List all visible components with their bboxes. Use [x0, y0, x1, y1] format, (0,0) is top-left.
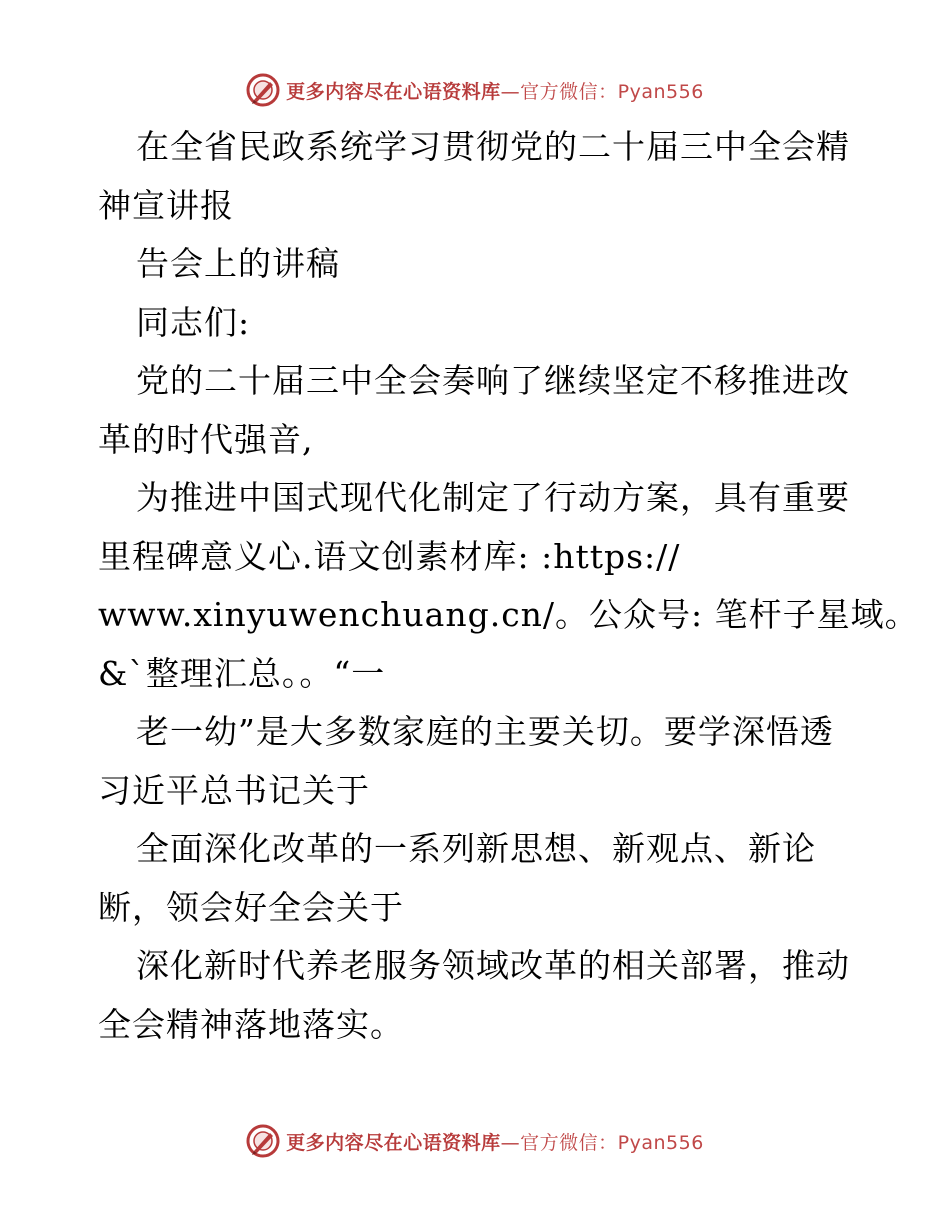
- text-line: 断，领会好全会关于: [98, 887, 404, 927]
- salutation: 同志们:: [136, 302, 251, 342]
- text-line: 全会精神落地落实。: [98, 1004, 404, 1044]
- pen-logo-icon: [246, 1124, 280, 1158]
- text-line: 党的二十届三中全会奏响了继续坚定不移推进改: [136, 361, 850, 400]
- banner-dash: —: [500, 80, 521, 103]
- text-line: 习近平总书记关于: [98, 770, 370, 810]
- document-body: [98, 118, 919, 1054]
- text-line: 深化新时代养老服务领域改革的相关部署，推动: [136, 946, 850, 985]
- text-line: 告会上的讲稿: [136, 244, 340, 283]
- pen-logo-icon: [246, 73, 280, 107]
- banner-content: [246, 73, 704, 107]
- banner-text: [286, 77, 704, 104]
- text-line: 老一幼”是大多数家庭的主要关切。要学深悟透: [136, 712, 834, 751]
- text-line: 革的时代强音,: [98, 419, 314, 459]
- text-line: 全面深化改革的一系列新思想、新观点、新论: [136, 829, 816, 868]
- text-line: 为推进中国式现代化制定了行动方案，具有重要: [136, 478, 850, 517]
- footer-banner: [0, 1121, 950, 1161]
- banner-title: 更多内容尽在心语资料库: [286, 80, 501, 103]
- text-line: &`整理汇总。。“一: [98, 653, 386, 693]
- header-banner: [0, 70, 950, 110]
- banner-text: [286, 1128, 704, 1155]
- text-line: 神宣讲报: [98, 185, 234, 225]
- banner-content: [246, 1124, 704, 1158]
- text-line: www.xinyuwenchuang.cn/。公众号: 笔杆子星域。: [98, 595, 919, 634]
- banner-dash: —: [500, 1131, 521, 1154]
- banner-title: 更多内容尽在心语资料库: [286, 1131, 501, 1154]
- banner-wechat: 官方微信：Pyan556: [520, 1131, 704, 1154]
- text-line: 在全省民政系统学习贯彻党的二十届三中全会精: [136, 127, 850, 166]
- banner-wechat: 官方微信：Pyan556: [520, 80, 704, 103]
- text-line: 里程碑意义心.语文创素材库: :https://: [98, 536, 681, 576]
